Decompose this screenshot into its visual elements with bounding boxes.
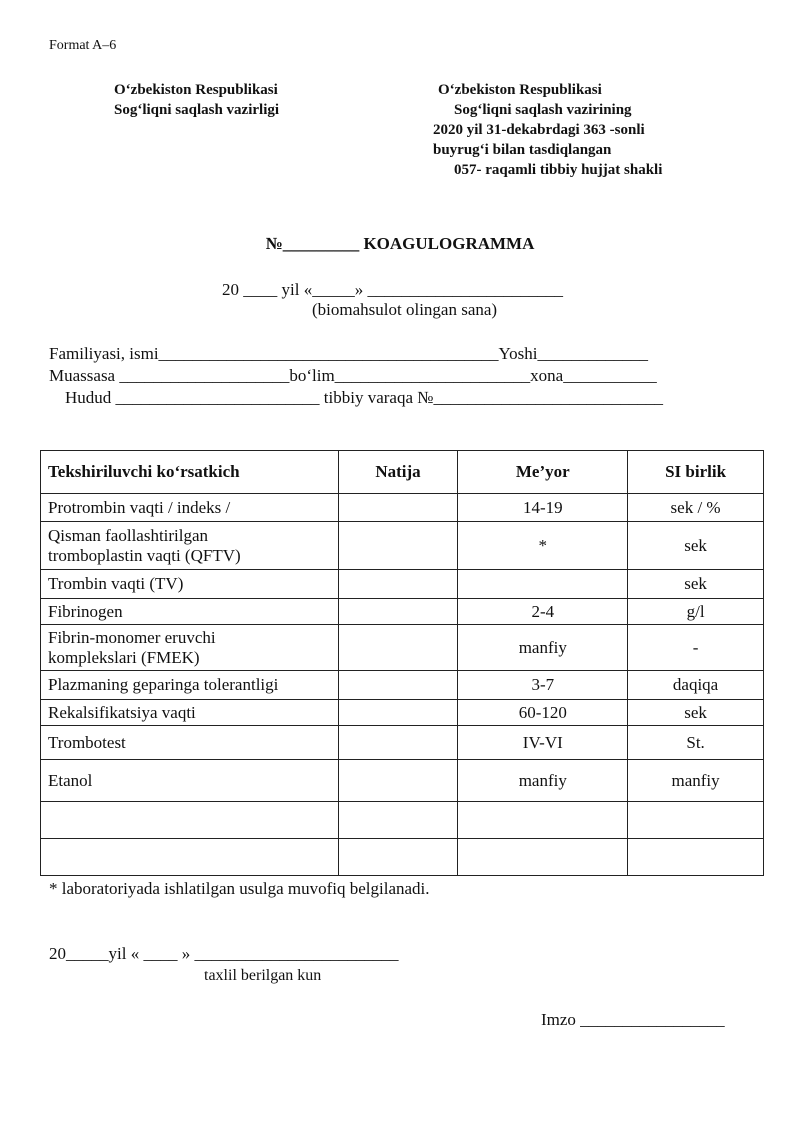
result-cell[interactable] — [338, 494, 458, 522]
institution-field[interactable]: Muassasa ____________________bo‘lim_______________________xona___________ — [49, 366, 657, 385]
norm-cell: manfiy — [458, 625, 628, 671]
analysis-date-line: 20_____yil « ____ » ________________________ — [49, 944, 399, 963]
column-header: Tekshiriluvchi ko‘rsatkich — [41, 451, 339, 494]
signature-field[interactable]: Imzo _________________ — [541, 1010, 725, 1029]
region-field[interactable]: Hudud ________________________ tibbiy varaqa №___________________________ — [65, 388, 663, 407]
table-row — [41, 700, 764, 726]
indicator-cell: Qisman faollashtirilgan tromboplastin vaqti (QFTV) — [41, 522, 339, 570]
table-body — [41, 494, 764, 876]
format-label: Format A–6 — [49, 38, 117, 53]
header-right-line: O‘zbekiston Respublikasi — [438, 82, 602, 98]
column-header: Me’yor — [458, 451, 628, 494]
footnote: * laboratoriyada ishlatilgan usulga muvofiq belgilanadi. — [49, 879, 430, 898]
unit-cell: St. — [628, 726, 764, 760]
result-cell[interactable] — [338, 570, 458, 599]
table-row — [41, 839, 764, 876]
patient-name-field[interactable]: Familiyasi, ismi________________________________________Yoshi_____________ — [49, 344, 648, 363]
indicator-cell: Plazmaning geparinga tolerantligi — [41, 671, 339, 700]
indicator-cell: Trombotest — [41, 726, 339, 760]
unit-cell: daqiqa — [628, 671, 764, 700]
result-cell[interactable] — [338, 802, 458, 839]
norm-cell: * — [458, 522, 628, 570]
header-left — [114, 80, 279, 120]
table-row — [41, 522, 764, 570]
table-row — [41, 570, 764, 599]
result-cell[interactable] — [338, 700, 458, 726]
unit-cell: sek — [628, 522, 764, 570]
norm-cell: manfiy — [458, 760, 628, 802]
result-cell[interactable] — [338, 599, 458, 625]
analysis-date-caption: taxlil berilgan kun — [204, 967, 322, 984]
header-right-line: 057- raqamli tibbiy hujjat shakli — [454, 162, 663, 178]
table-row — [41, 802, 764, 839]
unit-cell: manfiy — [628, 760, 764, 802]
column-header: Natija — [338, 451, 458, 494]
document-title: №_________ KOAGULOGRAMMA — [265, 234, 535, 253]
unit-cell: sek — [628, 700, 764, 726]
indicator-cell: Protrombin vaqti / indeks / — [41, 494, 339, 522]
unit-cell — [628, 802, 764, 839]
norm-cell — [458, 802, 628, 839]
norm-cell: 14-19 — [458, 494, 628, 522]
unit-cell: g/l — [628, 599, 764, 625]
result-cell[interactable] — [338, 760, 458, 802]
norm-cell: 3-7 — [458, 671, 628, 700]
norm-cell: 2-4 — [458, 599, 628, 625]
header-right-line: 2020 yil 31-dekabrdagi 363 -sonli — [433, 122, 645, 138]
sample-date-caption: (biomahsulot olingan sana) — [312, 300, 498, 319]
result-cell[interactable] — [338, 671, 458, 700]
indicator-cell — [41, 802, 339, 839]
header-right-line: buyrug‘i bilan tasdiqlangan — [433, 142, 612, 158]
norm-cell — [458, 570, 628, 599]
result-cell[interactable] — [338, 625, 458, 671]
indicator-cell: Trombin vaqti (TV) — [41, 570, 339, 599]
unit-cell: sek — [628, 570, 764, 599]
table-row — [41, 726, 764, 760]
unit-cell — [628, 839, 764, 876]
header-left-line: Sog‘liqni saqlash vazirligi — [114, 102, 280, 118]
norm-cell: 60-120 — [458, 700, 628, 726]
header-left-line: O‘zbekiston Respublikasi — [114, 82, 278, 98]
table-row — [41, 599, 764, 625]
result-cell[interactable] — [338, 839, 458, 876]
sample-date-line: 20 ____ yil «_____» _______________________ — [222, 280, 563, 299]
table-row — [41, 625, 764, 671]
indicator-cell — [41, 839, 339, 876]
indicator-cell: Fibrinogen — [41, 599, 339, 625]
indicator-cell: Rekalsifikatsiya vaqti — [41, 700, 339, 726]
indicator-cell: Etanol — [41, 760, 339, 802]
table-row — [41, 671, 764, 700]
norm-cell: IV-VI — [458, 726, 628, 760]
table-row — [41, 494, 764, 522]
result-cell[interactable] — [338, 726, 458, 760]
results-table — [40, 450, 764, 876]
table-row — [41, 760, 764, 802]
result-cell[interactable] — [338, 522, 458, 570]
header-right — [433, 80, 662, 180]
indicator-cell: Fibrin-monomer eruvchi komplekslari (FMEK) — [41, 625, 339, 671]
header-right-line: Sog‘liqni saqlash vazirining — [454, 102, 632, 118]
norm-cell — [458, 839, 628, 876]
unit-cell: - — [628, 625, 764, 671]
column-header: SI birlik — [628, 451, 764, 494]
table-header-row — [41, 451, 764, 494]
unit-cell: sek / % — [628, 494, 764, 522]
